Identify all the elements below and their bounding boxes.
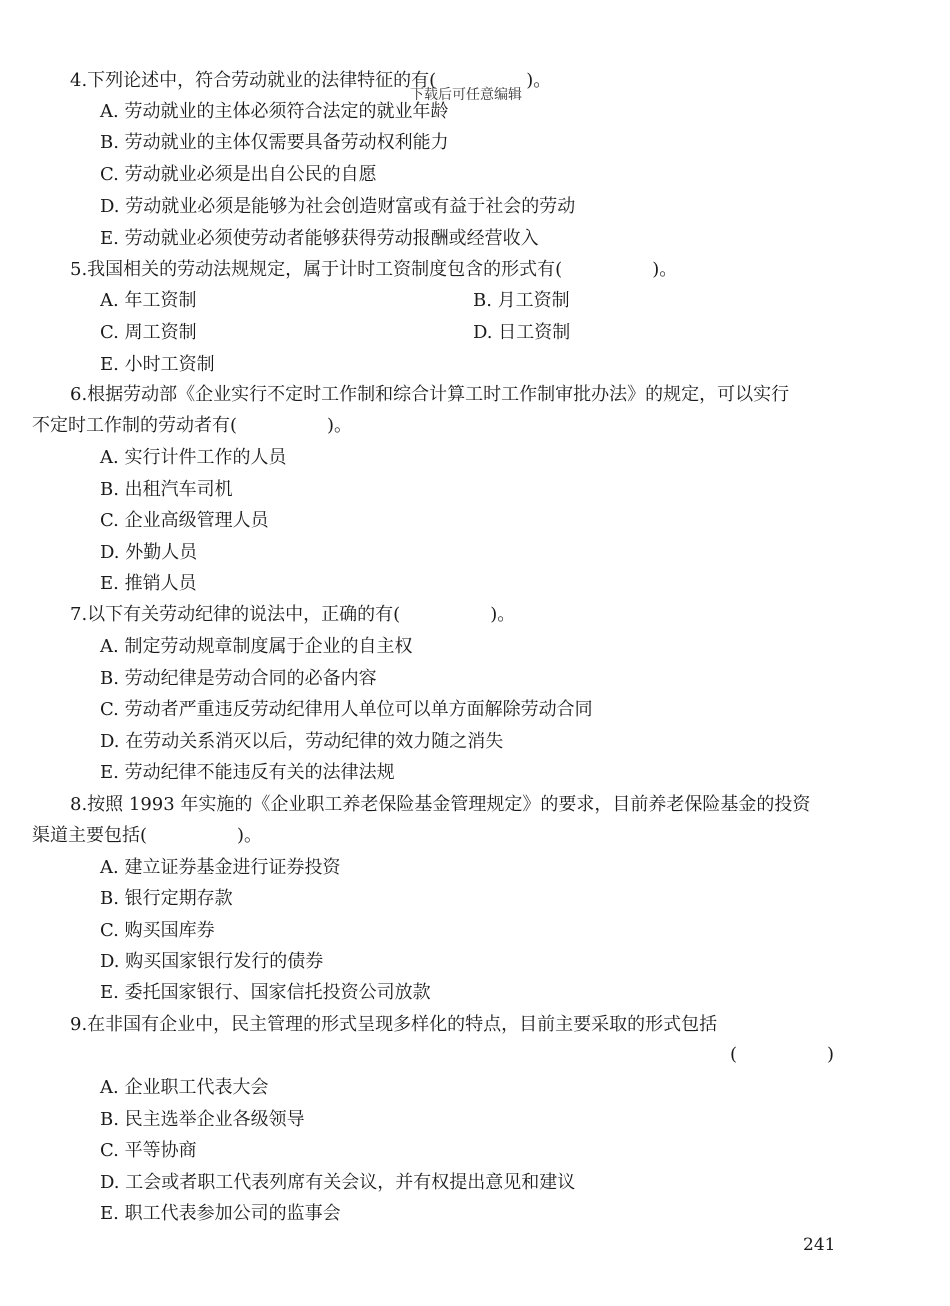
- q8-option-b: B. 银行定期存款: [100, 888, 233, 909]
- watermark: 下载后可任意编辑: [410, 87, 522, 103]
- q4-stem: 4.下列论述中，符合劳动就业的法律特征的有( )。: [70, 70, 552, 91]
- q5-stem: 5.我国相关的劳动法规规定，属于计时工资制度包含的形式有( )。: [70, 259, 678, 280]
- q8-option-c: C. 购买国库券: [100, 920, 215, 941]
- q7-option-d: D. 在劳动关系消灭以后，劳动纪律的效力随之消失: [100, 731, 504, 752]
- q5-option-a: A. 年工资制: [100, 290, 197, 311]
- q9-option-a: A. 企业职工代表大会: [100, 1077, 269, 1098]
- q7-stem: 7.以下有关劳动纪律的说法中，正确的有( )。: [70, 604, 516, 625]
- q9-option-b: B. 民主选举企业各级领导: [100, 1109, 305, 1130]
- q6-stem-line2: 不定时工作制的劳动者有( )。: [32, 415, 353, 436]
- page-number: 241: [803, 1235, 836, 1255]
- q6-option-a: A. 实行计件工作的人员: [100, 447, 287, 468]
- q6-option-c: C. 企业高级管理人员: [100, 510, 269, 531]
- q6-option-b: B. 出租汽车司机: [100, 479, 233, 500]
- q9-option-e: E. 职工代表参加公司的监事会: [100, 1203, 341, 1224]
- q4-option-a: A. 劳动就业的主体必须符合法定的就业年龄: [100, 101, 449, 122]
- q5-option-d: D. 日工资制: [473, 322, 571, 343]
- q8-option-a: A. 建立证券基金进行证券投资: [100, 857, 341, 878]
- q5-option-b: B. 月工资制: [473, 290, 570, 311]
- q6-option-d: D. 外勤人员: [100, 542, 198, 563]
- q7-option-a: A. 制定劳动规章制度属于企业的自主权: [100, 636, 413, 657]
- q9-option-d: D. 工会或者职工代表列席有关会议，并有权提出意见和建议: [100, 1172, 576, 1193]
- q4-option-b: B. 劳动就业的主体仅需要具备劳动权利能力: [100, 132, 449, 153]
- q9-option-c: C. 平等协商: [100, 1140, 197, 1161]
- q7-option-b: B. 劳动纪律是劳动合同的必备内容: [100, 668, 377, 689]
- q7-option-e: E. 劳动纪律不能违反有关的法律法规: [100, 762, 395, 783]
- q6-option-e: E. 推销人员: [100, 573, 197, 594]
- q4-option-e: E. 劳动就业必须使劳动者能够获得劳动报酬或经营收入: [100, 228, 539, 249]
- q8-stem-line1: 8.按照 1993 年实施的《企业职工养老保险基金管理规定》的要求，目前养老保险基金的投资: [70, 794, 811, 815]
- q8-option-e: E. 委托国家银行、国家信托投资公司放款: [100, 982, 431, 1003]
- q6-stem-line1: 6.根据劳动部《企业实行不定时工作制和综合计算工时工作制审批办法》的规定，可以实行: [70, 384, 790, 405]
- q9-answer-paren: ( ): [730, 1044, 835, 1065]
- q8-option-d: D. 购买国家银行发行的债券: [100, 951, 324, 972]
- q4-option-c: C. 劳动就业必须是出自公民的自愿: [100, 164, 377, 185]
- q8-stem-line2: 渠道主要包括( )。: [32, 825, 263, 846]
- q4-option-d: D. 劳动就业必须是能够为社会创造财富或有益于社会的劳动: [100, 196, 576, 217]
- q7-option-c: C. 劳动者严重违反劳动纪律用人单位可以单方面解除劳动合同: [100, 699, 593, 720]
- q5-option-c: C. 周工资制: [100, 322, 197, 343]
- q5-option-e: E. 小时工资制: [100, 354, 215, 375]
- q9-stem: 9.在非国有企业中，民主管理的形式呈现多样化的特点，目前主要采取的形式包括: [70, 1014, 718, 1035]
